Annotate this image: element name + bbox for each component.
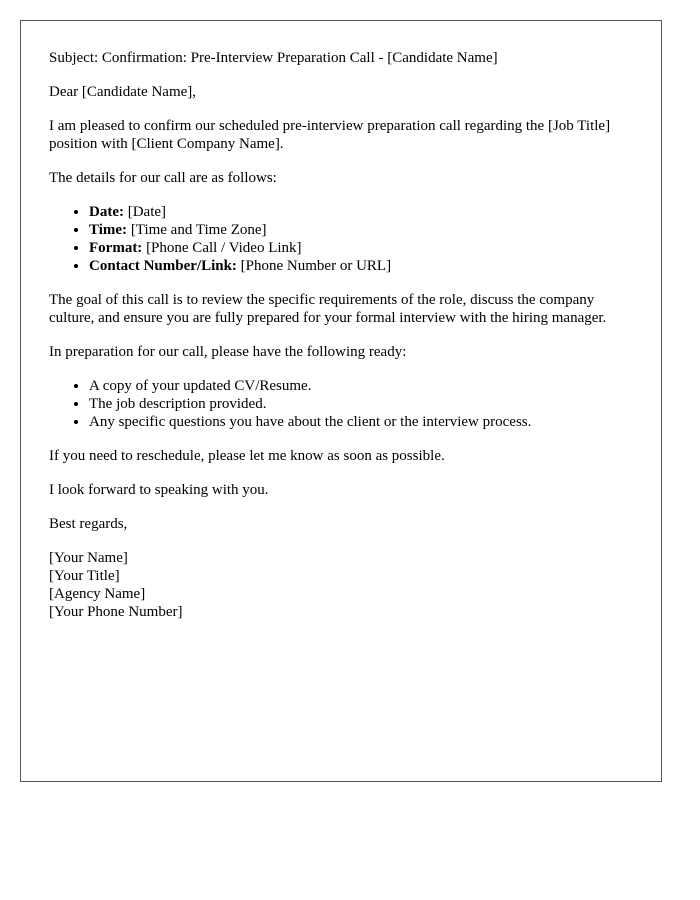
signature-phone: [Your Phone Number] xyxy=(49,604,183,620)
details-label: Format: xyxy=(89,240,143,256)
details-value: [Phone Call / Video Link] xyxy=(142,240,302,256)
reschedule-paragraph: If you need to reschedule, please let me know as soon as possible. xyxy=(49,448,445,464)
prep-item: • The job description provided. xyxy=(89,395,633,413)
details-list xyxy=(49,203,633,275)
details-item-time xyxy=(89,221,633,239)
details-value: [Date] xyxy=(123,204,167,220)
greeting: Dear [Candidate Name], xyxy=(49,84,197,100)
details-intro: The details for our call are as follows: xyxy=(49,170,277,186)
letter-body xyxy=(20,20,662,782)
signature-agency: [Agency Name] xyxy=(49,586,146,602)
prep-intro: In preparation for our call, please have the following ready: xyxy=(49,344,407,360)
prep-item: • Any specific questions you have about the client or the interview process. xyxy=(89,413,633,431)
closing-line: I look forward to speaking with you. xyxy=(49,482,269,498)
sign-off: Best regards, xyxy=(49,516,128,532)
details-value: [Phone Number or URL] xyxy=(236,258,392,274)
prep-list xyxy=(49,377,633,431)
subject-line: Subject: Confirmation: Pre-Interview Preparation Call - [Candidate Name] xyxy=(49,50,498,66)
details-item-contact xyxy=(89,257,633,275)
details-value: [Time and Time Zone] xyxy=(127,222,267,238)
details-item-format xyxy=(89,239,633,257)
signature-block xyxy=(49,549,633,621)
details-item-date xyxy=(89,203,633,221)
intro-paragraph: I am pleased to confirm our scheduled pre-interview preparation call regarding the [Job Title] position with [Client Company Name]. xyxy=(49,118,611,152)
details-label: Contact Number/Link: xyxy=(89,258,237,274)
signature-name: [Your Name] xyxy=(49,550,128,566)
details-label: Time: xyxy=(89,222,128,238)
signature-title: [Your Title] xyxy=(49,568,120,584)
goal-paragraph: The goal of this call is to review the specific requirements of the role, discuss the company culture, and ensure you are fully prepared for your formal interview with the hiring manager. xyxy=(49,292,607,326)
prep-item: • A copy of your updated CV/Resume. xyxy=(89,377,633,395)
details-label: Date: xyxy=(89,204,124,220)
